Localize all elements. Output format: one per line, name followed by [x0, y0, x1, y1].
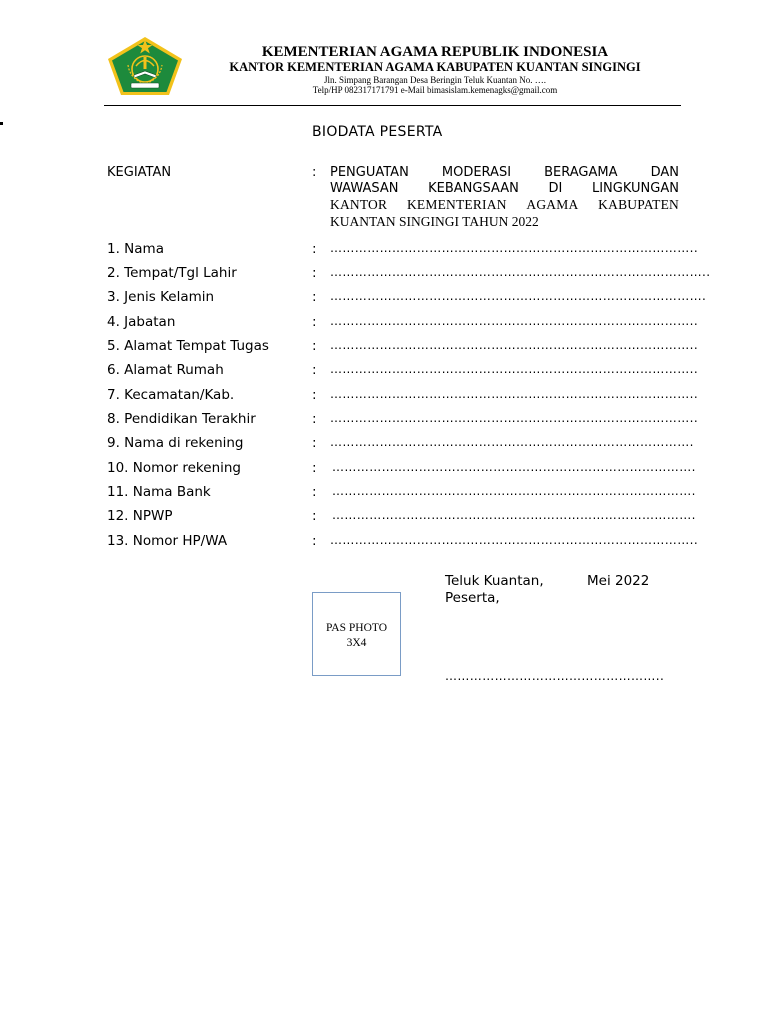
kegiatan-word: PENGUATAN: [330, 165, 409, 180]
field-blank[interactable]: ……………………………………………………………………………..: [330, 533, 699, 547]
field-row: [0, 314, 768, 332]
field-colon: :: [312, 289, 317, 305]
header-divider: [104, 105, 681, 106]
field-label: 10. Nomor rekening: [107, 460, 242, 476]
field-row: [0, 508, 768, 526]
kegiatan-word: KANTOR: [330, 197, 388, 212]
field-label: 13. Nomor HP/WA: [107, 533, 228, 549]
field-row: [0, 533, 768, 551]
kegiatan-line-2: [330, 181, 679, 196]
signature-place: Teluk Kuantan,: [445, 573, 544, 589]
field-label: 12. NPWP: [107, 508, 173, 524]
field-blank[interactable]: …………………………………………………………………………….: [332, 484, 696, 498]
field-blank[interactable]: ……………………………………………………………………………..: [330, 314, 699, 328]
kegiatan-word: KABUPATEN: [598, 197, 679, 212]
pas-photo-box: [312, 592, 401, 676]
field-colon: :: [312, 314, 317, 330]
field-row: [0, 362, 768, 380]
kegiatan-word: DI: [548, 181, 563, 196]
field-label: 5. Alamat Tempat Tugas: [107, 338, 269, 354]
field-label: 11. Nama Bank: [107, 484, 211, 500]
field-blank[interactable]: ………………………………………………………………………………..: [330, 265, 711, 279]
photo-label: PAS PHOTO: [325, 622, 388, 634]
kegiatan-line-4: KUANTAN SINGINGI TAHUN 2022: [330, 214, 539, 229]
field-label: 9. Nama di rekening: [107, 435, 244, 451]
kegiatan-label: KEGIATAN: [107, 165, 172, 180]
kemenag-logo: [106, 35, 184, 97]
field-colon: :: [312, 265, 317, 281]
kegiatan-word: LINGKUNGAN: [591, 181, 679, 196]
office-contact: Telp/HP 082317171791 e-Mail bimasislam.kemenagks@gmail.com: [312, 85, 558, 95]
signature-role: Peserta,: [445, 590, 500, 606]
photo-size: 3X4: [346, 637, 367, 649]
field-row: [0, 265, 768, 283]
kegiatan-word: WAWASAN: [330, 181, 399, 196]
field-colon: :: [312, 387, 317, 403]
field-colon: :: [312, 533, 317, 549]
field-label: 7. Kecamatan/Kab.: [107, 387, 235, 403]
field-row: [0, 484, 768, 502]
field-row: [0, 241, 768, 259]
kegiatan-word: MODERASI: [441, 165, 512, 180]
field-row: [0, 460, 768, 478]
kegiatan-word: DAN: [650, 165, 679, 180]
field-row: [0, 387, 768, 405]
office-address: Jln. Simpang Barangan Desa Beringin Teluk Kuantan No. ….: [324, 75, 546, 85]
field-label: 8. Pendidikan Terakhir: [107, 411, 256, 427]
field-blank[interactable]: …………………………………………………………………………….: [330, 435, 694, 449]
ministry-name: KEMENTERIAN AGAMA REPUBLIK INDONESIA: [261, 44, 609, 60]
field-colon: :: [312, 508, 317, 524]
field-row: [0, 338, 768, 356]
kegiatan-line-3: [330, 197, 679, 213]
field-blank[interactable]: ……………………………………………………………………………….: [330, 289, 707, 303]
field-colon: :: [312, 460, 317, 476]
signature-line[interactable]: ……………………………………………..: [445, 669, 665, 683]
field-blank[interactable]: ……………………………………………………………………………..: [330, 387, 699, 401]
field-colon: :: [312, 411, 317, 427]
kegiatan-word: KEMENTERIAN: [406, 197, 507, 212]
field-blank[interactable]: ……………………………………………………………………………..: [330, 411, 699, 425]
signature-month-year: Mei 2022: [587, 573, 650, 589]
field-blank[interactable]: …………………………………………………………………………….: [332, 508, 696, 522]
kegiatan-line-1: [330, 165, 679, 180]
field-colon: :: [312, 241, 317, 257]
field-label: 4. Jabatan: [107, 314, 176, 330]
field-colon: :: [312, 435, 317, 451]
field-colon: :: [312, 362, 317, 378]
field-blank[interactable]: ……………………………………………………………………………..: [330, 362, 699, 376]
field-row: [0, 411, 768, 429]
office-name: KANTOR KEMENTERIAN AGAMA KABUPATEN KUANTAN SINGINGI: [229, 60, 641, 74]
field-row: [0, 289, 768, 307]
field-row: [0, 435, 768, 453]
field-colon: :: [312, 338, 317, 354]
kegiatan-word: KEBANGSAAN: [428, 181, 519, 196]
margin-mark: [0, 122, 3, 125]
kegiatan-colon: :: [312, 165, 317, 180]
field-colon: :: [312, 484, 317, 500]
field-label: 6. Alamat Rumah: [107, 362, 224, 378]
signature-place-date: [445, 573, 650, 589]
kegiatan-word: AGAMA: [526, 197, 579, 212]
field-blank[interactable]: ……………………………………………………………………………..: [330, 241, 699, 255]
kegiatan-word: BERAGAMA: [544, 165, 618, 180]
field-blank[interactable]: …………………………………………………………………………….: [332, 460, 696, 474]
field-label: 2. Tempat/Tgl Lahir: [107, 265, 237, 281]
page-title: BIODATA PESERTA: [312, 124, 443, 140]
field-label: 1. Nama: [107, 241, 164, 257]
field-blank[interactable]: ……………………………………………………………………………..: [330, 338, 699, 352]
field-label: 3. Jenis Kelamin: [107, 289, 215, 305]
